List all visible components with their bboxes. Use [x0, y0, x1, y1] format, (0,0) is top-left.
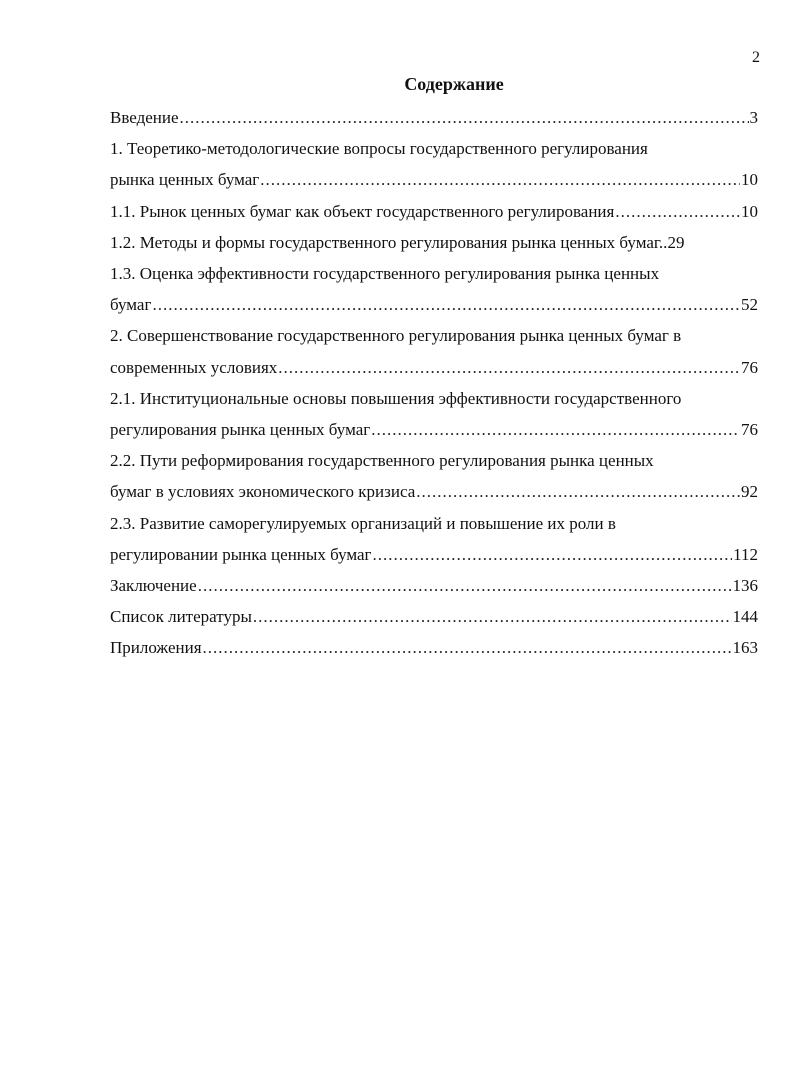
table-of-contents: [110, 102, 758, 664]
toc-entry-conclusion[interactable]: [110, 570, 758, 601]
dot-leader: [180, 102, 749, 133]
toc-entry-references[interactable]: [110, 601, 758, 632]
toc-entry-label-cont: регулирования рынка ценных бумаг: [110, 420, 371, 440]
toc-entry-label-cont: бумаг в условиях экономического кризиса: [110, 482, 416, 502]
toc-entry-page: 136: [732, 576, 758, 596]
toc-entry-label: Список литературы: [110, 607, 252, 627]
toc-entry-label: Заключение: [110, 576, 197, 596]
toc-entry-label: 2. Совершенствование государственного регулирования рынка ценных бумаг в: [110, 326, 682, 346]
toc-entry-page: 163: [732, 638, 758, 658]
toc-entry-label: 2.1. Институциональные основы повышения эффективности государственного: [110, 388, 682, 408]
toc-entry-label: Приложения: [110, 638, 202, 658]
toc-entry-label: 1. Теоретико-методологические вопросы государственного регулирования: [110, 139, 648, 159]
toc-entry-label-cont: регулировании рынка ценных бумаг: [110, 544, 372, 564]
toc-entry-label-cont: бумаг: [110, 295, 152, 315]
toc-entry-label: 1.2. Методы и формы государственного регулирования рынка ценных бумаг..: [110, 232, 668, 252]
toc-entry-label: 2.3. Развитие саморегулируемых организаций и повышение их роли в: [110, 513, 616, 533]
toc-entry-chapter-1[interactable]: [110, 133, 758, 195]
toc-entry-section-1-1[interactable]: [110, 196, 758, 227]
toc-entry-page: 144: [732, 607, 758, 627]
toc-entry-label: Введение: [110, 108, 179, 127]
toc-entry-label-cont: рынка ценных бумаг: [110, 170, 260, 190]
toc-entry-introduction[interactable]: [110, 102, 758, 133]
toc-entry-label: 2.2. Пути реформирования государственного регулирования рынка ценных: [110, 451, 654, 471]
toc-entry-label: 1.3. Оценка эффективности государственного регулирования рынка ценных: [110, 264, 660, 284]
toc-entry-page: 10: [741, 201, 758, 221]
toc-entry-page: 76: [741, 420, 758, 440]
toc-entry-appendices[interactable]: [110, 632, 758, 663]
toc-entry-section-1-3[interactable]: [110, 258, 758, 320]
dot-leader: [152, 289, 740, 320]
toc-entry-section-2-2[interactable]: [110, 445, 758, 507]
toc-entry-section-2-1[interactable]: [110, 383, 758, 445]
toc-entry-section-1-2[interactable]: [110, 227, 758, 258]
toc-entry-page: 10: [741, 170, 758, 190]
dot-leader: [198, 570, 732, 601]
toc-entry-label-cont: современных условиях: [110, 357, 278, 377]
dot-leader: [416, 476, 740, 507]
toc-entry-page: 92: [741, 482, 758, 502]
toc-entry-chapter-2[interactable]: [110, 320, 758, 382]
dot-leader: [253, 601, 732, 632]
toc-entry-page: 112: [733, 544, 758, 564]
toc-entry-page: 3: [749, 108, 758, 127]
page-number: 2: [752, 49, 760, 66]
toc-entry-page: 29: [667, 232, 685, 252]
toc-entry-label: 1.1. Рынок ценных бумаг как объект государственного регулирования: [110, 201, 615, 221]
dot-leader: [615, 196, 740, 227]
toc-entry-page: 76: [741, 357, 758, 377]
dot-leader: [260, 164, 740, 195]
dot-leader: [278, 352, 740, 383]
dot-leader: [203, 632, 732, 663]
dot-leader: [373, 539, 733, 570]
dot-leader: [371, 414, 740, 445]
toc-entry-page: 52: [741, 295, 758, 315]
toc-entry-section-2-3[interactable]: [110, 508, 758, 570]
page-title: Содержание: [404, 74, 504, 94]
